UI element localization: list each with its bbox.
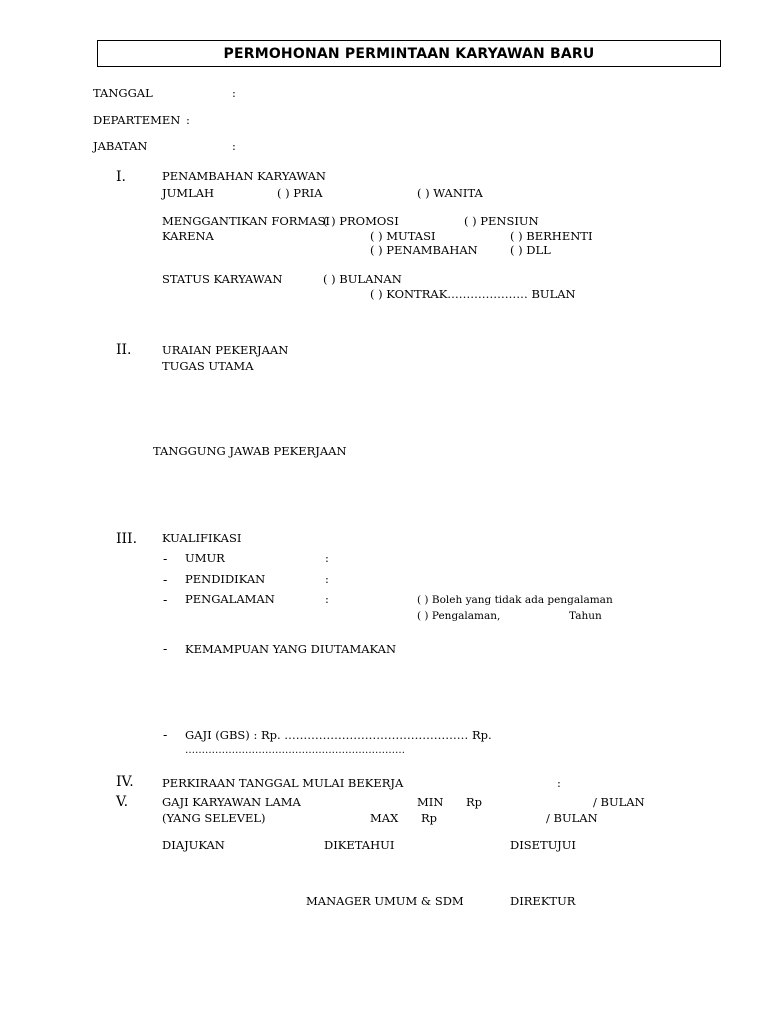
pengalaman-colon: : [325,592,329,606]
umur-colon: : [325,551,329,565]
dll-option: ( ) DLL [510,243,551,257]
section-2-title: URAIAN PEKERJAAN [162,343,289,357]
section-1-title: PENAMBAHAN KARYAWAN [162,169,326,183]
section-5-numeral: V. [116,794,129,810]
manager-label: MANAGER UMUM & SDM [306,894,464,908]
gaji-line-2: ………………………………………………………… [185,745,405,756]
jabatan-label: JABATAN [93,139,148,153]
section-2-numeral: II. [116,342,132,358]
bulan-min: / BULAN [593,795,645,809]
pengalaman-option-1: ( ) Boleh yang tidak ada pengalaman [417,594,613,606]
pengalaman-option-2: ( ) Pengalaman, [417,610,501,622]
kemampuan-dash: - [163,642,168,656]
wanita-option: ( ) WANITA [417,186,483,200]
departemen-colon: : [186,113,190,127]
section-4-colon: : [557,776,561,790]
section-3-numeral: III. [116,531,138,547]
gaji-line-1: GAJI (GBS) : Rp. ………………………………………… Rp. [185,728,492,742]
section-1-numeral: I. [116,169,126,185]
pendidikan-dash: - [163,573,168,587]
status-label: STATUS KARYAWAN [162,272,283,286]
section-4-title: PERKIRAAN TANGGAL MULAI BEKERJA [162,776,404,790]
tanggal-label: TANGGAL [93,86,153,100]
section-3-title: KUALIFIKASI [162,531,242,545]
berhenti-option: ( ) BERHENTI [510,229,593,243]
rp-min: Rp [466,795,483,809]
pendidikan-label: PENDIDIKAN [185,572,266,586]
max-label: MAX [370,811,399,825]
diketahui-label: DIKETAHUI [324,838,395,852]
kemampuan-label: KEMAMPUAN YANG DIUTAMAKAN [185,642,397,656]
umur-dash: - [163,552,168,566]
gaji-karyawan-lama-label: GAJI KARYAWAN LAMA [162,795,301,809]
pengalaman-tahun: Tahun [569,610,602,622]
umur-label: UMUR [185,551,225,565]
pensiun-option: ( ) PENSIUN [464,214,539,228]
karena-label: KARENA [162,229,214,243]
promosi-option: ( ) PROMOSI [323,214,399,228]
pria-option: ( ) PRIA [277,186,323,200]
tanggung-jawab-label: TANGGUNG JAWAB PEKERJAAN [153,444,347,458]
tugas-utama-label: TUGAS UTAMA [162,359,254,373]
pengalaman-label: PENGALAMAN [185,592,275,606]
bulan-max: / BULAN [546,811,598,825]
jumlah-label: JUMLAH [162,186,215,200]
penambahan-option: ( ) PENAMBAHAN [370,243,478,257]
pengalaman-dash: - [163,593,168,607]
diajukan-label: DIAJUKAN [162,838,225,852]
yang-selevel-label: (YANG SELEVEL) [162,811,266,825]
min-label: MIN [417,795,444,809]
tanggal-colon: : [232,86,236,100]
departemen-label: DEPARTEMEN [93,113,181,127]
mutasi-option: ( ) MUTASI [370,229,436,243]
bulanan-option: ( ) BULANAN [323,272,402,286]
direktur-label: DIREKTUR [510,894,576,908]
disetujui-label: DISETUJUI [510,838,576,852]
section-4-numeral: IV. [116,774,134,790]
kontrak-option: ( ) KONTRAK………………… BULAN [370,287,576,301]
rp-max: Rp [421,811,438,825]
jabatan-colon: : [232,139,236,153]
gaji-dash: - [163,728,168,742]
menggantikan-label: MENGGANTIKAN FORMASI [162,214,330,228]
form-title: PERMOHONAN PERMINTAAN KARYAWAN BARU [97,40,721,67]
pendidikan-colon: : [325,572,329,586]
